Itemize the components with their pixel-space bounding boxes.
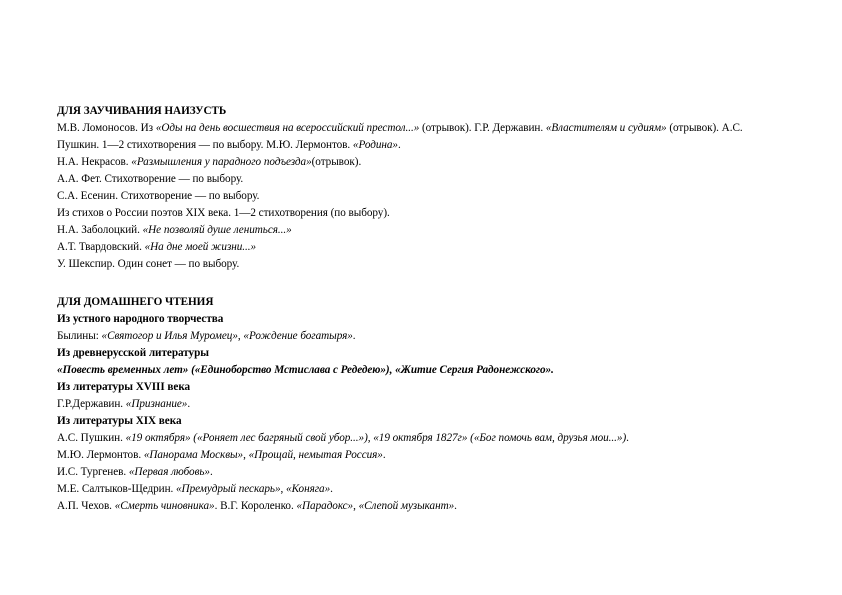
list-item-fet: А.А. Фет. Стихотворение — по выбору. — [57, 173, 244, 185]
list-item-lomonosov — [57, 120, 787, 154]
saltykov-title-peskar: «Премудрый пескарь» — [176, 483, 281, 495]
list-item-lermontov — [57, 447, 787, 464]
folk-text-c: , — [237, 330, 244, 342]
tvardovsky-text-a: А.Т. Твардовский. — [57, 241, 145, 253]
folk-text-a: Былины: — [57, 330, 102, 342]
lermontov-title-proshchai: «Прощай, немытая Россия» — [248, 449, 383, 461]
section-heading-home-reading: ДЛЯ ДОМАШНЕГО ЧТЕНИЯ — [57, 296, 214, 308]
turgenev-text-c: . — [209, 466, 213, 478]
tvardovsky-title: «На дне моей жизни...» — [144, 241, 257, 253]
korolenko-title-paradoks: «Парадокс» — [296, 500, 354, 512]
turgenev-text-a: И.С. Тургенев. — [57, 466, 129, 478]
zabolotsky-title: «Не позволяй душе лениться...» — [142, 224, 292, 236]
list-item-old-russian: «Повесть временных лет» («Единоборство Мстислава с Редедею»), «Житие Сергия Радонежского». — [57, 364, 554, 376]
lermontov-text-c: , — [243, 449, 249, 461]
section-heading-memorize: ДЛЯ ЗАУЧИВАНИЯ НАИЗУСТЬ — [57, 105, 227, 117]
list-item-turgenev — [57, 464, 787, 481]
pushkin-text-c: . — [626, 432, 629, 444]
subheading-old-russian: Из древнерусской литературы — [57, 347, 209, 359]
korolenko-title-muzykant: «Слепой музыкант» — [358, 500, 455, 512]
lermontov-text-a: М.Ю. Лермонтов. — [57, 449, 144, 461]
lermontov-title-rodina: «Родина» — [352, 139, 398, 151]
nekrasov-title: «Размышления у парадного подъезда» — [131, 156, 312, 168]
list-item-esenin: С.А. Есенин. Стихотворение — по выбору. — [57, 190, 260, 202]
document-page — [57, 103, 787, 515]
lomonosov-text-e: (отрывок). А.С. Пушкин. 1—2 стихотворения — по выбору. М.Ю. Лермонтов. — [57, 122, 743, 151]
turgenev-title: «Первая любовь» — [128, 466, 210, 478]
chekhov-text-e: , — [353, 500, 359, 512]
list-item-russia-poets: Из стихов о России поэтов XIX века. 1—2 стихотворения (по выбору). — [57, 207, 390, 219]
pushkin-titles: «19 октября» («Роняет лес багряный свой убор...»), «19 октября 1827г» («Бог помочь вам, друзья мои...») — [125, 432, 627, 444]
folk-title-svyatogor: «Святогор и Илья Муромец» — [101, 330, 238, 342]
chekhov-text-c: . В.Г. Короленко. — [214, 500, 297, 512]
list-item-saltykov — [57, 481, 787, 498]
chekhov-text-g: . — [454, 500, 457, 512]
folk-title-rozhdenie: «Рождение богатыря» — [243, 330, 353, 342]
chekhov-text-a: А.П. Чехов. — [57, 500, 115, 512]
list-item-chekhov — [57, 498, 787, 515]
list-item-derzhavin — [57, 396, 787, 413]
saltykov-text-a: М.Е. Салтыков-Щедрин. — [57, 483, 177, 495]
nekrasov-text-a: Н.А. Некрасов. — [57, 156, 132, 168]
lomonosov-text-g: . — [397, 139, 401, 151]
derzhavin-text-a: Г.Р.Державин. — [57, 398, 126, 410]
lermontov-title-panorama: «Панорама Москвы» — [143, 449, 244, 461]
list-item-tvardovsky — [57, 239, 787, 256]
zabolotsky-text-a: Н.А. Заболоцкий. — [57, 224, 143, 236]
subheading-xviii: Из литературы XVIII века — [57, 381, 191, 393]
derzhavin-title-priznanie: «Признание» — [125, 398, 188, 410]
chekhov-title: «Смерть чиновника» — [114, 500, 215, 512]
derzhavin-title-vlastitelyam: «Властителям и судиям» — [545, 122, 667, 134]
list-item-shakespeare: У. Шекспир. Один сонет — по выбору. — [57, 258, 240, 270]
pushkin-text-a: А.С. Пушкин. — [57, 432, 126, 444]
list-item-zabolotsky — [57, 222, 787, 239]
saltykov-text-c: , — [280, 483, 287, 495]
lermontov-text-e: . — [382, 449, 386, 461]
lomonosov-text-c: (отрывок). Г.Р. Державин. — [419, 122, 546, 134]
saltykov-title-konyaga: «Коняга» — [286, 483, 331, 495]
list-item-pushkin — [57, 430, 787, 447]
nekrasov-text-c: (отрывок). — [311, 156, 362, 168]
lomonosov-title-ode: «Оды на день восшествия на всероссийский престол...» — [155, 122, 420, 134]
subheading-xix: Из литературы XIX века — [57, 415, 182, 427]
list-item-nekrasov — [57, 154, 787, 171]
lomonosov-text-a: М.В. Ломоносов. Из — [57, 122, 156, 134]
derzhavin-text-c: . — [187, 398, 191, 410]
list-item-folk — [57, 328, 787, 345]
saltykov-text-e: . — [330, 483, 333, 495]
section-gap — [57, 273, 787, 294]
folk-text-e: . — [352, 330, 356, 342]
subheading-folk: Из устного народного творчества — [57, 313, 224, 325]
